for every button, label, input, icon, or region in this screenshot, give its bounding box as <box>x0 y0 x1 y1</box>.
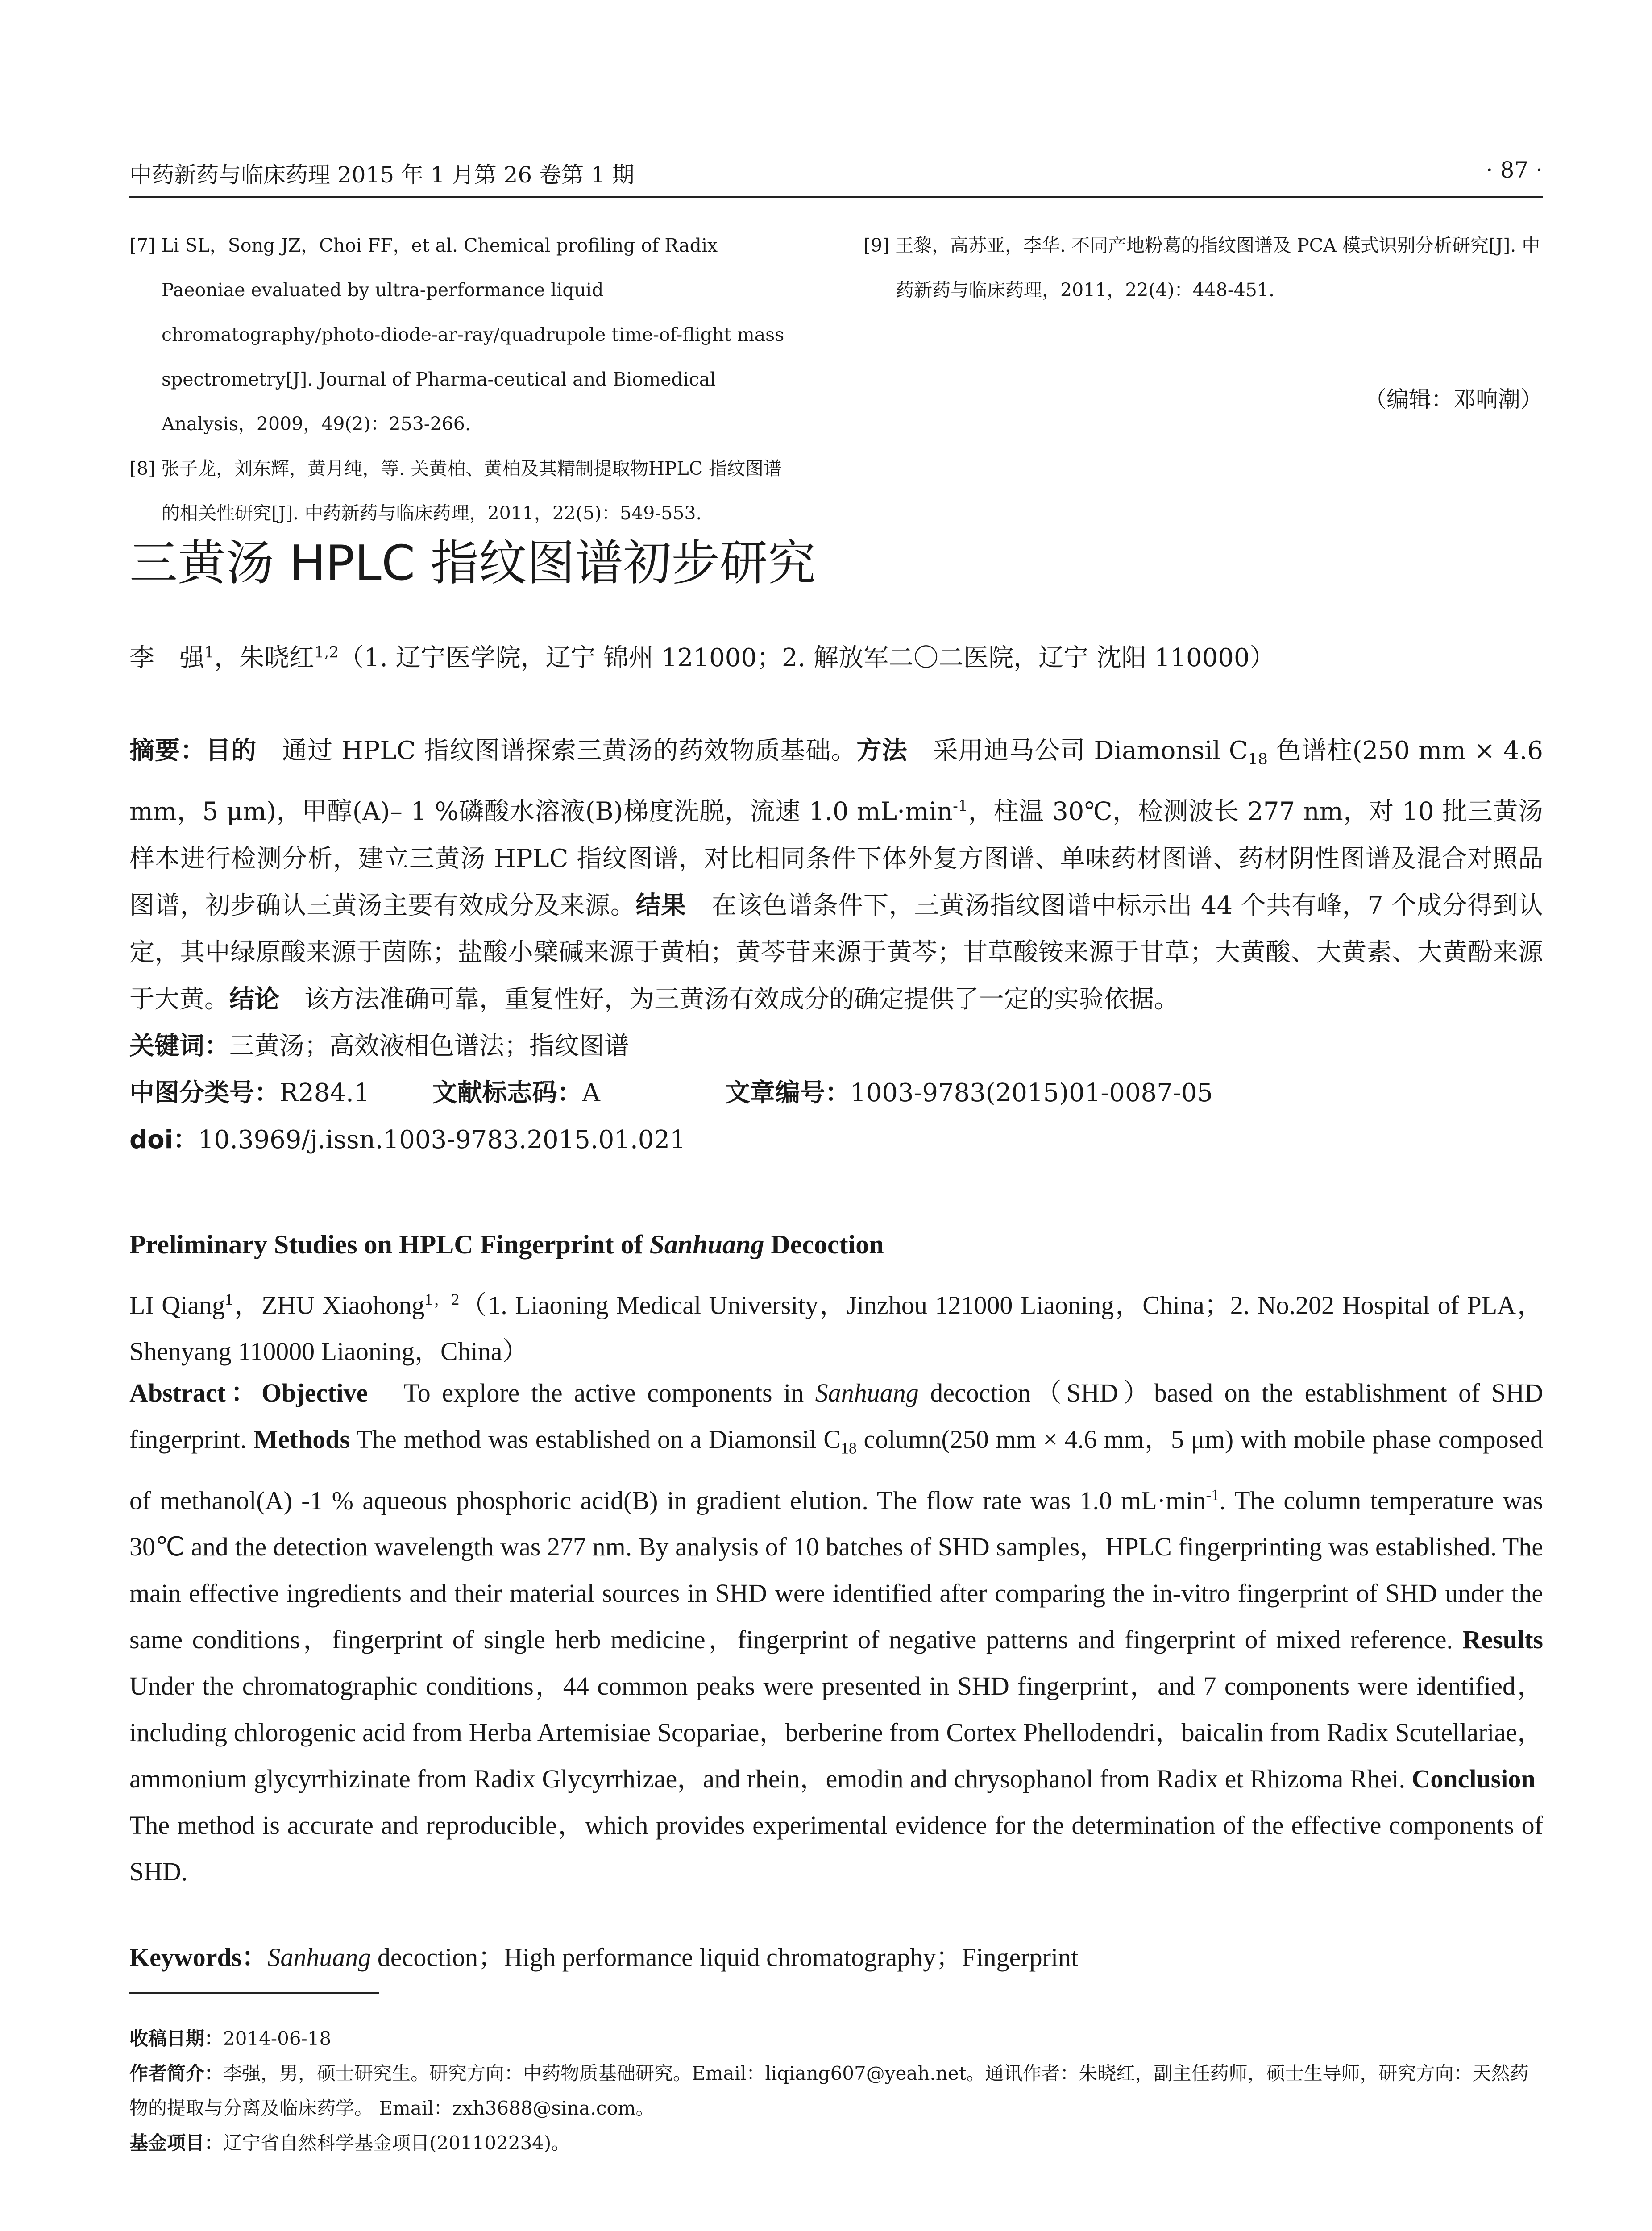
references-right-column <box>863 223 1544 312</box>
english-affiliations: （1. Liaoning Medical University，Jinzhou 121000 Liaoning，China；2. No.202 Hospital of PLA，Shenyang 110000 Liaoning，China） <box>129 1290 1544 1366</box>
en-conclusion-text: The method is accurate and reproducible，which provides experimental evidence for the determination of the effective components of SHD. <box>129 1764 1561 1886</box>
en-objective-label: Objective <box>261 1378 368 1407</box>
doi-value: 10.3969/j.issn.1003-9783.2015.01.021 <box>198 1125 686 1154</box>
en-results-text: Under the chromatographic conditions，44 common peaks were presented in SHD fingerprint，and 7 components were identified，including chlorogenic acid from Herba Artemisiae Scopariae，berberine from Cortex Phellodendri，baicalin from Radix Scutellariae，ammonium glycyrrhizinate from Radix Glycyrrhizae，and rhein，emodin and chrysophanol from Radix et Rhizoma Rhei. <box>129 1671 1543 1793</box>
footnotes <box>129 2021 1543 2161</box>
articleno-label: 文章编号： <box>725 1078 850 1107</box>
articleno-value: 1003-9783(2015)01-0087-05 <box>850 1078 1213 1107</box>
reference-8: [8] 张子龙，刘东辉，黄月纯，等. 关黄柏、黄柏及其精制提取物HPLC 指纹图谱的相关性研究[J]. 中药新药与临床药理，2011，22(5)：549-553. <box>129 458 782 524</box>
page-number: · 87 · <box>1486 157 1543 183</box>
english-abstract <box>129 1370 1561 1895</box>
reference-7: [7] Li SL，Song JZ，Choi FF，et al. Chemical profiling of Radix Paeoniae evaluated by ultra-performance liquid chromatography/photo-diode-ar-ray/quadrupole time-of-flight mass spectrometry[J]. Journal of Pharma-ceutical and Biomedical Analysis，2009，49(2)：253-266. <box>129 235 784 435</box>
keywords-line <box>129 1023 1543 1070</box>
keywords-label: 关键词： <box>129 1031 229 1061</box>
objective-text: 通过 HPLC 指纹图谱探索三黄汤的药效物质基础。 <box>257 736 857 765</box>
editor-note: （编辑：邓响潮） <box>1364 386 1543 412</box>
author-2-affil-mark: 1,2 <box>314 643 339 662</box>
author-line <box>129 638 1275 674</box>
en-keywords-rest: decoction；High performance liquid chromatography；Fingerprint <box>371 1943 1079 1972</box>
english-keywords <box>129 1934 1543 1981</box>
en-abstract-label: Abstract： <box>129 1378 261 1407</box>
doi-label: doi： <box>129 1125 198 1154</box>
author-1-affil-mark: 1 <box>204 643 215 662</box>
clc-value: R284.1 <box>279 1078 370 1107</box>
english-author-1-mark: 1 <box>224 1290 233 1308</box>
english-title-b: Decoction <box>764 1230 884 1259</box>
en-methods-label: Methods <box>253 1425 350 1454</box>
en-keywords-label: Keywords： <box>129 1943 268 1972</box>
method-text-c: ，柱温 30℃，检测波长 277 nm，对 10 批三黄汤样本进行检测分析，建立三黄汤 HPLC 指纹图谱，对比相同条件下体外复方图谱、单味药材图谱、药材阴性图谱及混合对照品图谱，初步确认三黄汤主要有效成分及来源。 <box>129 797 1544 920</box>
en-methods-b: column(250 mm × 4.6 mm，5 μm) with mobile phase composed of methanol(A) -1 % aqueous phosphoric acid(B) in gradient elution. The flow rate was 1.0 mL·min <box>129 1425 1543 1515</box>
references-left-column <box>129 223 797 535</box>
affiliations: （1. 辽宁医学院，辽宁 锦州 121000；2. 解放军二〇二医院，辽宁 沈阳 110000） <box>339 643 1275 672</box>
method-text-a: 采用迪马公司 Diamonsil C <box>907 736 1248 765</box>
method-label: 方法 <box>856 736 908 765</box>
en-methods-a: The method was established on a Diamonsil C <box>350 1425 841 1454</box>
result-text: 在该色谱条件下，三黄汤指纹图谱中标示出 44 个共有峰，7 个成分得到认定，其中绿原酸来源于茵陈；盐酸小檗碱来源于黄柏；黄芩苷来源于黄芩；甘草酸铵来源于甘草；大黄酸、大黄素、大黄酚来源于大黄。 <box>129 891 1544 1014</box>
english-authors <box>129 1276 1543 1375</box>
method-superscript: -1 <box>953 797 968 816</box>
chinese-abstract <box>129 727 1543 1163</box>
author-2: ，朱晓红 <box>214 643 315 672</box>
keywords-text: 三黄汤；高效液相色谱法；指纹图谱 <box>229 1031 629 1061</box>
fund-line <box>129 2126 1543 2161</box>
result-label: 结果 <box>635 891 686 920</box>
running-header: 中药新药与临床药理 2015 年 1 月第 26 卷第 1 期 <box>129 162 635 188</box>
bio-label: 作者简介： <box>129 2062 224 2084</box>
doccode-label: 文献标志码： <box>432 1078 582 1107</box>
method-text-b: 色谱柱(250 mm × 4.6 mm，5 μm)，甲醇(A)– 1 %磷酸水溶液(B)梯度洗脱，流速 1.0 mL·min <box>129 736 1544 826</box>
en-objective-italic: Sanhuang <box>815 1378 919 1407</box>
en-objective-b: decoction（SHD）based on the establishment of SHD fingerprint. <box>129 1378 1543 1454</box>
received-date: 2014-06-18 <box>223 2028 332 2049</box>
en-keywords-italic: Sanhuang <box>267 1943 371 1972</box>
article-title: 三黄汤 HPLC 指纹图谱初步研究 <box>129 535 816 591</box>
english-title-italic: Sanhuang <box>649 1230 764 1259</box>
classification-line <box>129 1070 1543 1116</box>
fund-text: 辽宁省自然科学基金项目(201102234)。 <box>223 2132 570 2154</box>
en-objective-a: To explore the active components in <box>368 1378 815 1407</box>
method-subscript: 18 <box>1248 751 1268 769</box>
doi-line <box>129 1116 1543 1163</box>
en-results-label: Results <box>1462 1625 1544 1654</box>
bio-text: 李强，男，硕士研究生。研究方向：中药物质基础研究。Email：liqiang607@yeah.net。通讯作者：朱晓红，副主任药师，硕士生导师，研究方向：天然药物的提取与分离及临床药学。 Email：zxh3688@sina.com。 <box>129 2062 1529 2119</box>
english-author-1: LI Qiang <box>129 1290 225 1320</box>
en-conclusion-label: Conclusion <box>1411 1764 1536 1793</box>
en-methods-sup: -1 <box>1206 1485 1220 1504</box>
english-title <box>129 1229 884 1260</box>
english-author-2-mark: 1，2 <box>424 1290 460 1308</box>
received-line <box>129 2021 1543 2056</box>
english-title-a: Preliminary Studies on HPLC Fingerprint of <box>129 1230 650 1259</box>
author-1: 李 强 <box>129 643 204 672</box>
en-methods-sub: 18 <box>840 1439 857 1457</box>
reference-9: [9] 王黎，高苏亚，李华. 不同产地粉葛的指纹图谱及 PCA 模式识别分析研究[J]. 中药新药与临床药理，2011，22(4)：448-451. <box>863 235 1540 301</box>
en-methods-c: . The column temperature was 30℃ and the detection wavelength was 277 nm. By analysis of 10 batches of SHD samples，HPLC fingerprinting was established. The main effective ingredients and their material sources in SHD were identified after comparing the in-vitro fingerprint of SHD under the same conditions，fingerprint of single herb medicine，fingerprint of negative patterns and fingerprint of mixed reference. <box>129 1485 1543 1654</box>
conclusion-text: 该方法准确可靠，重复性好，为三黄汤有效成分的确定提供了一定的实验依据。 <box>279 984 1179 1014</box>
doccode-value: A <box>582 1078 600 1107</box>
chinese-abstract-body <box>129 727 1543 1023</box>
footnote-rule <box>129 1992 379 1994</box>
fund-label: 基金项目： <box>129 2132 224 2154</box>
abstract-label: 摘要： <box>129 736 206 765</box>
conclusion-label: 结论 <box>229 984 279 1014</box>
english-author-2: ，ZHU Xiaohong <box>232 1290 425 1320</box>
bio-line <box>129 2056 1543 2126</box>
received-label: 收稿日期： <box>129 2028 224 2049</box>
header-rule <box>129 196 1543 198</box>
clc-label: 中图分类号： <box>129 1078 279 1107</box>
objective-label: 目的 <box>206 736 257 765</box>
